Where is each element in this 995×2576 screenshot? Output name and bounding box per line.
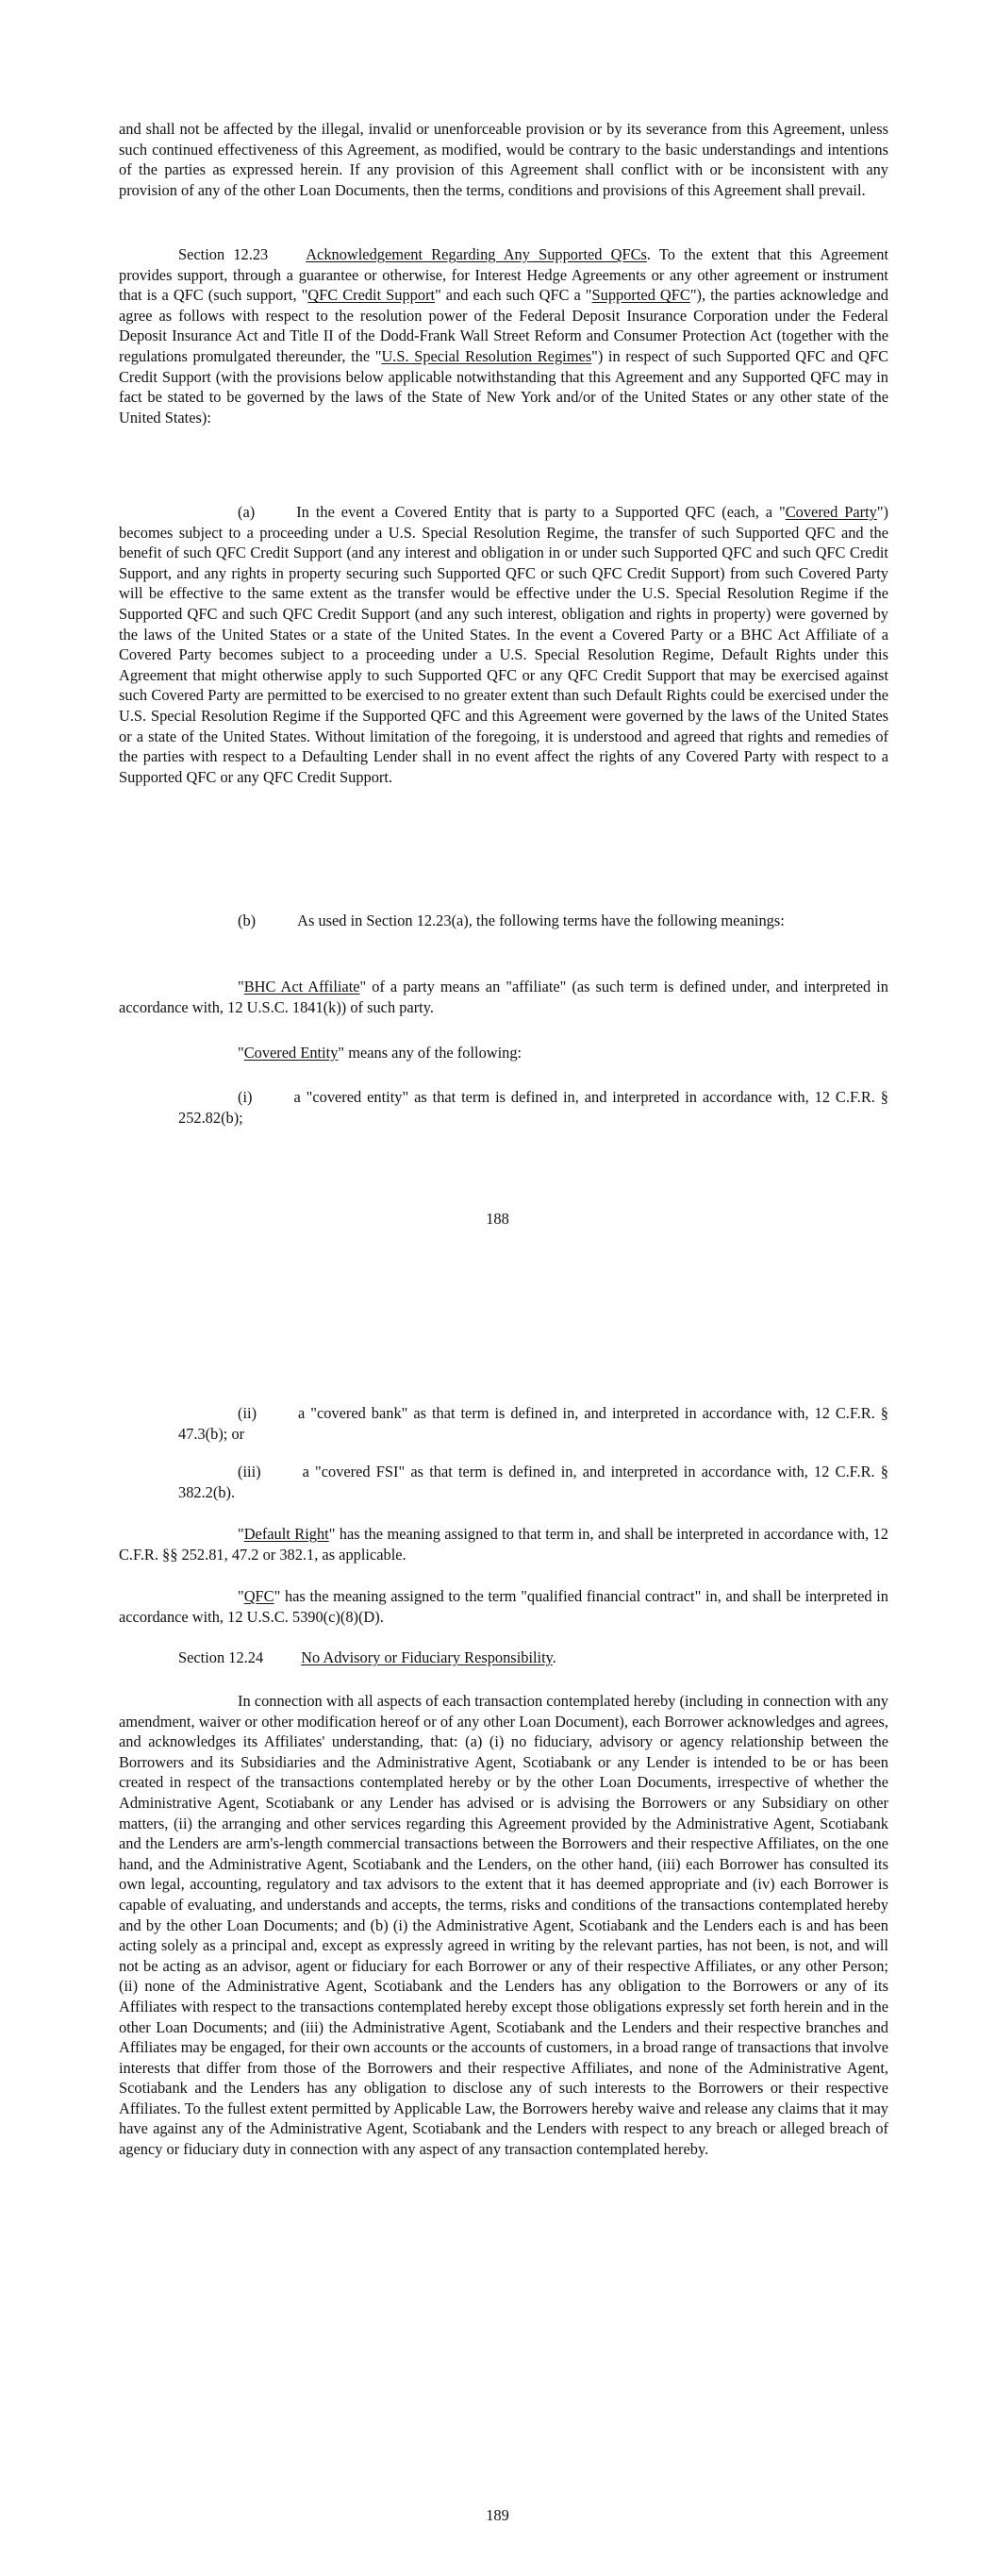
item-i: (i) a "covered entity" as that term is defined in, and interpreted in accordance with, 12 C.F.R. § 252.82(b); bbox=[178, 1088, 888, 1127]
page-189 bbox=[0, 1288, 995, 2576]
defined-term: Covered Entity bbox=[243, 1044, 339, 1062]
page-number: 188 bbox=[486, 1210, 509, 1228]
para-label: (b) bbox=[238, 912, 257, 929]
advisory-paragraph: In connection with all aspects of each transaction contemplated hereby (including in connection with any amendment, waiver or other modification hereof or of any other Loan Document), each Borrower acknowledges and agrees, and acknowledges its Affiliates' understanding, that: (a) (i) no fiduciary, advisory or agency relationship between the Borrowers and its Subsidiaries and the Administrative Agent, Scotiabank or any Lender is intended to be or has been created in respect of the transactions contemplated hereby or by the other Loan Documents, irrespective of whether the Administrative Agent, Scotiabank or any Lender has advised or is advising the Borrowers or any Subsidiary on other matters, (ii) the arranging and other services regarding this Agreement provided by the Administrative Agent, Scotiabank and the Lenders are arm's-length commercial transactions between the Borrowers and their respective Affiliates, on the one hand, and the Administrative Agent, Scotiabank and the Lenders, on the other hand, (iii) each Borrower has consulted its own legal, accounting, regulatory and tax advisors to the extent that it has deemed appropriate and (iv) each Borrower is capable of evaluating, and understands and accepts, the terms, risks and conditions of the transactions contemplated hereby and by the other Loan Documents; and (b) (i) the Administrative Agent, Scotiabank and the Lenders each is and has been acting solely as a principal and, except as expressly agreed in writing by the relevant parties, has not been, is not, and will not be acting as an advisor, agent or fiduciary for each Borrower or any of their respective Affiliates, or any other Person; (ii) none of the Administrative Agent, Scotiabank and the Lenders has any obligation to the Borrowers or any of its Affiliates with respect to the transactions contemplated hereby except those obligations expressly set forth herein and in the other Loan Documents; and (iii) the Administrative Agent, Scotiabank and the Lenders and their respective branches and Affiliates may be engaged, for their own accounts or the accounts of customers, in a broad range of transactions that involve interests that differ from those of the Borrowers and their respective Affiliates, and none of the Administrative Agent, Scotiabank and the Lenders has any obligation to disclose any of such interests to the Borrowers or their respective Affiliates. To the fullest extent permitted by Applicable Law, the Borrowers hereby waive and release any claims that it may have against any of the Administrative Agent, Scotiabank and the Lenders with respect to any breach or alleged breach of agency or fiduciary duty in connection with any aspect of any transaction contemplated hereby. bbox=[119, 1692, 888, 2159]
item-ii: (ii) a "covered bank" as that term is defined in, and interpreted in accordance with, 12 C.F.R. § 47.3(b); or bbox=[178, 1404, 888, 1443]
item-label: (ii) bbox=[238, 1404, 257, 1422]
para-label: (a) bbox=[238, 503, 256, 521]
defined-term: U.S. Special Resolution Regimes bbox=[381, 346, 592, 365]
defined-term: Covered Party bbox=[785, 503, 877, 521]
defined-term: BHC Act Affiliate bbox=[243, 978, 360, 995]
section-title: Acknowledgement Regarding Any Supported QFCs bbox=[306, 245, 647, 263]
defined-term: QFC bbox=[243, 1587, 274, 1605]
section-title: No Advisory or Fiduciary Responsibility bbox=[301, 1648, 553, 1666]
item-iii: (iii) a "covered FSI" as that term is defined in, and interpreted in accordance with, 12 C.F.R. § 382.2(b). bbox=[178, 1463, 888, 1501]
section-12-23: Section 12.23 Acknowledgement Regarding Any Supported QFCs. To the extent that this Agreement provides support, through a guarantee or otherwise, for Interest Hedge Agreements or any other agreement or instrument that is a QFC (such support, "QFC Credit Support" and each such QFC a "Supported QFC"), the parties acknowledge and agree as follows with respect to the resolution power of the Federal Deposit Insurance Corporation under the Federal Deposit Insurance Act and Title II of the Dodd-Frank Wall Street Reform and Consumer Protection Act (together with the regulations promulgated thereunder, the "U.S. Special Resolution Regimes") in respect of such Supported QFC and QFC Credit Support (with the provisions below applicable notwithstanding that this Agreement and any Supported QFC may in fact be stated to be governed by the laws of the State of New York and/or of the United States or any other state of the United States): bbox=[119, 245, 889, 427]
section-number: Section 12.23 bbox=[178, 245, 269, 263]
section-number: Section 12.24 bbox=[178, 1648, 264, 1666]
defined-term: QFC Credit Support bbox=[307, 286, 436, 305]
paragraph-b: (b) As used in Section 12.23(a), the following terms have the following meanings: bbox=[238, 912, 785, 929]
section-12-24-heading: Section 12.24 No Advisory or Fiduciary Responsibility. bbox=[178, 1648, 556, 1666]
definition-covered-entity: "Covered Entity" means any of the following: bbox=[238, 1044, 522, 1062]
paragraph-a: (a) In the event a Covered Entity that is party to a Supported QFC (each, a "Covered Party") becomes subject to a proceeding under a U.S. Special Resolution Regime, the transfer of such Supported QFC and the benefit of such QFC Credit Support (and any interest and obligation in or under such Supported QFC and such QFC Credit Support, and any rights in property securing such Supported QFC or such QFC Credit Support) from such Covered Party will be effective to the same extent as the transfer would be effective under the U.S. Special Resolution Regime if the Supported QFC and such QFC Credit Support (and any such interest, obligation and rights in property) were governed by the laws of the United States or a state of the United States. In the event a Covered Party or a BHC Act Affiliate of a Covered Party becomes subject to a proceeding under a U.S. Special Resolution Regime, Default Rights under this Agreement that might otherwise apply to such Supported QFC or any QFC Credit Support that may be exercised against such Covered Party are permitted to be exercised to no greater extent than such Default Rights could be exercised under the U.S. Special Resolution Regime if the Supported QFC and this Agreement were governed by the laws of the United States or a state of the United States. Without limitation of the foregoing, it is understood and agreed that rights and remedies of the parties with respect to a Defaulting Lender shall in no event affect the rights of any Covered Party with respect to a Supported QFC or any QFC Credit Support. bbox=[119, 503, 888, 786]
continuation-paragraph: and shall not be affected by the illegal, invalid or unenforceable provision or by its severance from this Agreement, unless such continued effectiveness of this Agreement, as modified, would be contrary to the basic understandings and intentions of the parties as expressed herein. If any provision of this Agreement shall conflict with or be inconsistent with any provision of any of the other Loan Documents, then the terms, conditions and provisions of this Agreement shall prevail. bbox=[119, 120, 888, 199]
item-label: (i) bbox=[238, 1088, 253, 1106]
definition-qfc: "QFC" has the meaning assigned to the term "qualified financial contract" in, and shall be interpreted in accordance with, 12 U.S.C. 5390(c)(8)(D). bbox=[119, 1587, 888, 1626]
page-number: 189 bbox=[486, 2506, 509, 2524]
defined-term: Supported QFC bbox=[591, 286, 690, 305]
defined-term: Default Right bbox=[243, 1525, 329, 1543]
item-label: (iii) bbox=[238, 1463, 261, 1480]
definition-default-right: "Default Right" has the meaning assigned to that term in, and shall be interpreted in accordance with, 12 C.F.R. §§ 252.81, 47.2 or 382.1, as applicable. bbox=[119, 1525, 888, 1564]
definition-bhc-act-affiliate: "BHC Act Affiliate" of a party means an "affiliate" (as such term is defined under, and interpreted in accordance with, 12 U.S.C. 1841(k)) of such party. bbox=[119, 978, 888, 1016]
